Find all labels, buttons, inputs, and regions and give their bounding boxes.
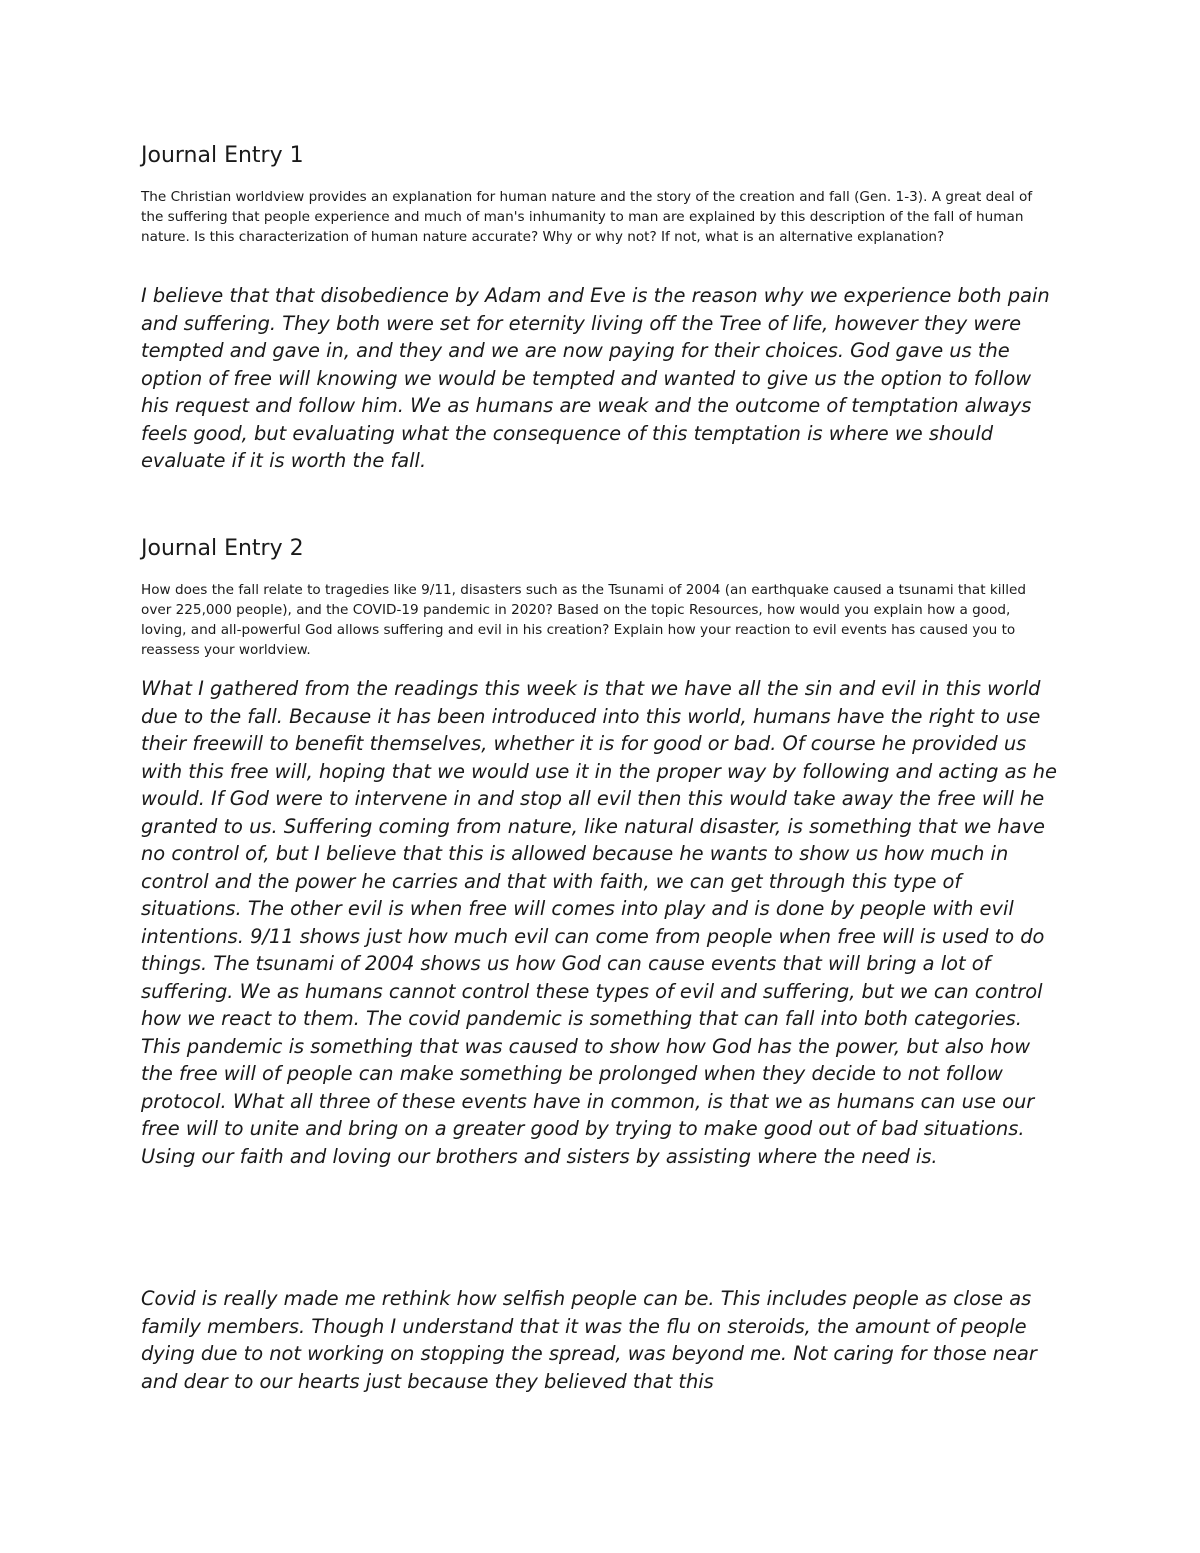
journal-entry-1-title: Journal Entry 1 bbox=[141, 143, 304, 168]
journal-entry-2-response: What I gathered from the readings this week is that we have all the sin and evil in this world due to the fall. Because it has been introduced into this world, humans have the right to use their freewill to benefit themselves, whether it is for good or bad. Of course he provided us with this free will, hoping that we would use it in the proper way by following and acting as he would. If God were to intervene in and stop all evil then this would take away the free will he granted to us. Suffering coming from nature, like natural disaster, is something that we have no control of, but I believe that this is allowed because he wants to show us how much in control and the power he carries and that with faith, we can get through this type of situations. The other evil is when free will comes into play and is done by people with evil intentions. 9/11 shows just how much evil can come from people when free will is used to do things. The tsunami of 2004 shows us how God can cause events that will bring a lot of suffering. We as humans cannot control these types of evil and suffering, but we can control how we react to them. The covid pandemic is something that can fall into both categories. This pandemic is something that was caused to show how God has the power, but also how the free will of people can make something be prolonged when they decide to not follow protocol. What all three of these events have in common, is that we as humans can use our free will to unite and bring on a greater good by trying to make good out of bad situations. Using our faith and loving our brothers and sisters by assisting where the need is. bbox=[141, 677, 1057, 1168]
journal-entry-1-prompt: The Christian worldview provides an explanation for human nature and the story of the creation and fall (Gen. 1-3). A great deal of the suffering that people experience and much of man's inhumanity to man are explained by this description of the fall of human nature. Is this characterization of human nature accurate? Why or why not? If not, what is an alternative explanation? bbox=[141, 189, 1033, 245]
journal-entry-2-title: Journal Entry 2 bbox=[141, 536, 304, 561]
journal-entry-1-response: I believe that that disobedience by Adam and Eve is the reason why we experience both pain and suffering. They both were set for eternity living off the Tree of life, however they were tempted and gave in, and they and we are now paying for their choices. God gave us the option of free will knowing we would be tempted and wanted to give us the option to follow his request and follow him. We as humans are weak and the outcome of temptation always feels good, but evaluating what the consequence of this temptation is where we should evaluate if it is worth the fall. bbox=[141, 284, 1050, 472]
journal-entry-2-response-continued: Covid is really made me rethink how selfish people can be. This includes people as close as family members. Though I understand that it was the flu on steroids, the amount of people dying due to not working on stopping the spread, was beyond me. Not caring for those near and dear to our hearts just because they believed that this bbox=[141, 1287, 1037, 1393]
journal-entry-2-prompt: How does the fall relate to tragedies like 9/11, disasters such as the Tsunami of 2004 (an earthquake caused a tsunami that killed over 225,000 people), and the COVID-19 pandemic in 2020? Based on the topic Resources, how would you explain how a good, loving, and all-powerful God allows suffering and evil in his creation? Explain how your reaction to evil events has caused you to reassess your worldview. bbox=[141, 582, 1027, 658]
